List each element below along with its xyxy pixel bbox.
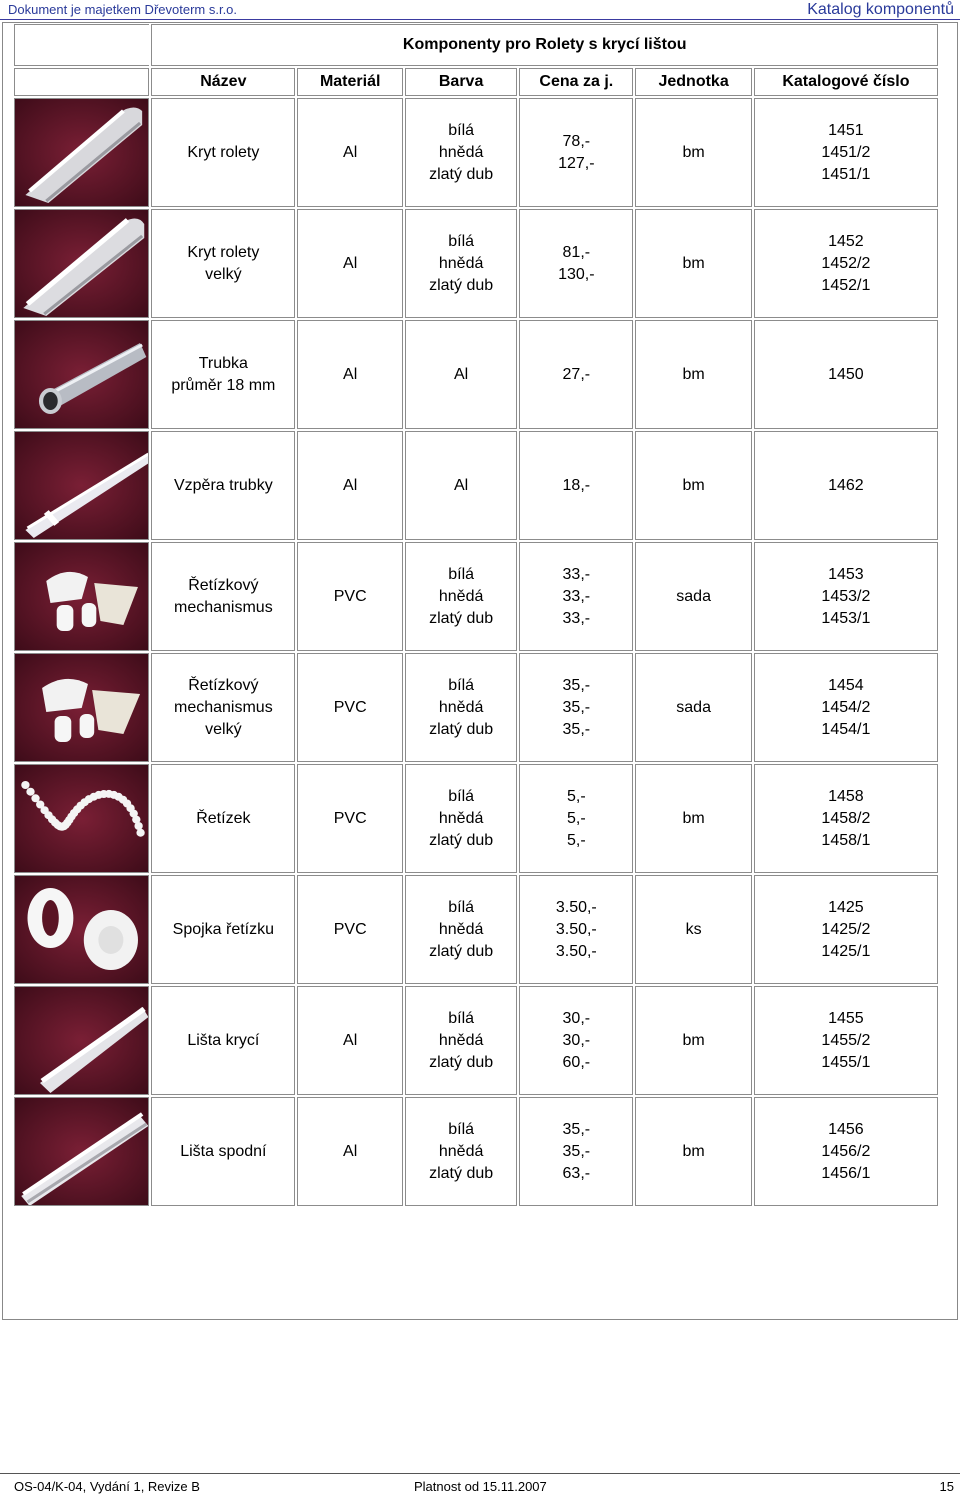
product-name	[151, 320, 295, 429]
product-code-line: 1454/2	[821, 698, 871, 716]
cover-profile-image	[14, 98, 149, 207]
column-header-name: Název	[151, 68, 295, 96]
header-image-cell	[14, 68, 149, 96]
product-color-line: hnědá	[438, 143, 484, 161]
product-name-line: Kryt rolety	[187, 143, 260, 161]
product-unit: bm	[635, 98, 751, 207]
product-name	[151, 875, 295, 984]
product-color-line: zlatý dub	[429, 831, 494, 849]
cover-strip-image	[14, 986, 149, 1095]
column-header-material: Materiál	[297, 68, 403, 96]
product-name-line: mechanismus	[173, 598, 273, 616]
product-price-line: 63,-	[562, 1164, 591, 1182]
product-code-line: 1451/1	[821, 165, 871, 183]
product-color-line: hnědá	[438, 809, 484, 827]
product-price-line: 33,-	[562, 587, 591, 605]
product-code-line: 1453/2	[821, 587, 871, 605]
product-unit: sada	[635, 653, 751, 762]
column-header-unit: Jednotka	[635, 68, 751, 96]
product-code-line: 1456	[828, 1120, 864, 1138]
product-name	[151, 542, 295, 651]
product-price-line: 18,-	[562, 476, 591, 494]
product-code-line: 1458/1	[821, 831, 871, 849]
product-code	[754, 764, 938, 873]
product-price-line: 30,-	[562, 1031, 591, 1049]
product-color-line: zlatý dub	[429, 609, 494, 627]
product-color-line: bílá	[448, 1120, 475, 1138]
tube-brace-image	[14, 431, 149, 540]
product-code-line: 1458/2	[821, 809, 871, 827]
product-code	[754, 98, 938, 207]
product-code-line: 1452/2	[821, 254, 871, 272]
product-name	[151, 764, 295, 873]
chain-mechanism-image	[14, 542, 149, 651]
product-color-line: zlatý dub	[429, 1053, 494, 1071]
table-title: Komponenty pro Rolety s krycí lištou	[151, 24, 938, 66]
product-material: Al	[297, 320, 403, 429]
tube-image	[14, 320, 149, 429]
product-code-line: 1454	[828, 676, 864, 694]
product-name-line: Řetízkový	[188, 676, 259, 694]
product-color-line: bílá	[448, 787, 475, 805]
header-owner-text: Dokument je majetkem Dřevoterm s.r.o.	[8, 2, 238, 17]
product-code-line: 1452/1	[821, 276, 871, 294]
column-header-color: Barva	[405, 68, 517, 96]
product-price	[519, 431, 633, 540]
product-material: PVC	[297, 653, 403, 762]
product-price-line: 33,-	[562, 565, 591, 583]
product-color	[405, 320, 517, 429]
product-unit: bm	[635, 1097, 751, 1206]
product-name-line: mechanismus	[173, 698, 273, 716]
table-row	[14, 653, 938, 762]
product-color-line: Al	[454, 365, 469, 383]
product-material: Al	[297, 98, 403, 207]
product-code-line: 1455	[828, 1009, 864, 1027]
product-unit: ks	[635, 875, 751, 984]
product-code	[754, 986, 938, 1095]
product-name-line: Lišta spodní	[180, 1142, 267, 1160]
product-color	[405, 764, 517, 873]
product-name	[151, 986, 295, 1095]
footer-document-code: OS-04/K-04, Vydání 1, Revize B	[14, 1479, 200, 1494]
product-code-line: 1454/1	[821, 720, 871, 738]
product-material: Al	[297, 209, 403, 318]
product-code-line: 1453/1	[821, 609, 871, 627]
product-name-line: Lišta krycí	[187, 1031, 260, 1049]
product-name-line: Trubka	[198, 354, 248, 372]
table-row	[14, 542, 938, 651]
product-material: Al	[297, 1097, 403, 1206]
product-unit: bm	[635, 209, 751, 318]
product-price-line: 27,-	[562, 365, 591, 383]
product-color-line: hnědá	[438, 920, 484, 938]
product-price-line: 60,-	[562, 1053, 591, 1071]
product-code	[754, 320, 938, 429]
product-code	[754, 542, 938, 651]
product-material: PVC	[297, 875, 403, 984]
product-price-line: 3.50,-	[555, 942, 597, 960]
column-header-code: Katalogové číslo	[754, 68, 938, 96]
product-unit: bm	[635, 431, 751, 540]
product-color-line: hnědá	[438, 587, 484, 605]
product-price	[519, 209, 633, 318]
table-row	[14, 320, 938, 429]
product-price-line: 5,-	[566, 787, 586, 805]
product-price-line: 3.50,-	[555, 920, 597, 938]
product-color-line: hnědá	[438, 698, 484, 716]
product-price-line: 5,-	[566, 831, 586, 849]
product-code-line: 1451	[828, 121, 864, 139]
product-price-line: 33,-	[562, 609, 591, 627]
product-code-line: 1458	[828, 787, 864, 805]
footer-divider	[0, 1473, 960, 1474]
product-price	[519, 986, 633, 1095]
product-price-line: 127,-	[558, 154, 595, 172]
table-row	[14, 875, 938, 984]
product-price-line: 81,-	[562, 243, 591, 261]
product-color-line: bílá	[448, 676, 475, 694]
product-code-line: 1462	[828, 476, 864, 494]
product-name-line: průměr 18 mm	[171, 376, 276, 394]
product-code	[754, 653, 938, 762]
product-code-line: 1456/2	[821, 1142, 871, 1160]
product-color-line: bílá	[448, 898, 475, 916]
product-color	[405, 542, 517, 651]
product-code	[754, 209, 938, 318]
product-price-line: 3.50,-	[555, 898, 597, 916]
product-color	[405, 875, 517, 984]
product-price-line: 130,-	[558, 265, 595, 283]
product-material: Al	[297, 431, 403, 540]
product-price	[519, 653, 633, 762]
product-material: Al	[297, 986, 403, 1095]
product-color-line: hnědá	[438, 1142, 484, 1160]
product-name-line: velký	[205, 265, 242, 283]
product-code-line: 1425/1	[821, 942, 871, 960]
product-price	[519, 542, 633, 651]
product-unit: bm	[635, 986, 751, 1095]
column-header-price: Cena za j.	[519, 68, 633, 96]
product-price-line: 35,-	[562, 1120, 591, 1138]
table-row	[14, 986, 938, 1095]
product-material: PVC	[297, 542, 403, 651]
product-color	[405, 986, 517, 1095]
product-name-line: Řetízek	[196, 809, 251, 827]
chain-connector-image	[14, 875, 149, 984]
product-color	[405, 209, 517, 318]
product-code-line: 1451/2	[821, 143, 871, 161]
product-code-line: 1455/1	[821, 1053, 871, 1071]
product-material: PVC	[297, 764, 403, 873]
product-unit: sada	[635, 542, 751, 651]
product-unit: bm	[635, 764, 751, 873]
product-price	[519, 764, 633, 873]
bottom-strip-image	[14, 1097, 149, 1206]
product-color-line: zlatý dub	[429, 276, 494, 294]
product-name	[151, 431, 295, 540]
product-name-line: Řetízkový	[188, 576, 259, 594]
product-color-line: bílá	[448, 121, 475, 139]
product-name	[151, 209, 295, 318]
product-color-line: zlatý dub	[429, 720, 494, 738]
product-price-line: 35,-	[562, 676, 591, 694]
product-code-line: 1453	[828, 565, 864, 583]
product-code-line: 1455/2	[821, 1031, 871, 1049]
product-name	[151, 98, 295, 207]
product-price-line: 78,-	[562, 132, 591, 150]
components-table	[12, 22, 940, 1208]
product-price-line: 35,-	[562, 720, 591, 738]
product-name-line: Vzpěra trubky	[173, 476, 273, 494]
table-row	[14, 98, 938, 207]
product-price-line: 35,-	[562, 698, 591, 716]
large-cover-profile-image	[14, 209, 149, 318]
product-price	[519, 320, 633, 429]
product-price	[519, 875, 633, 984]
product-color	[405, 1097, 517, 1206]
product-color-line: bílá	[448, 1009, 475, 1027]
product-color-line: zlatý dub	[429, 942, 494, 960]
product-code-line: 1450	[828, 365, 864, 383]
product-name	[151, 1097, 295, 1206]
product-name-line: velký	[205, 720, 242, 738]
product-color	[405, 653, 517, 762]
product-color-line: zlatý dub	[429, 165, 494, 183]
product-code	[754, 1097, 938, 1206]
product-color-line: Al	[454, 476, 469, 494]
table-row	[14, 1097, 938, 1206]
product-price-line: 30,-	[562, 1009, 591, 1027]
product-price	[519, 98, 633, 207]
product-color-line: bílá	[448, 232, 475, 250]
table-row	[14, 209, 938, 318]
product-code-line: 1456/1	[821, 1164, 871, 1182]
product-code-line: 1425	[828, 898, 864, 916]
footer-page-number: 15	[939, 1479, 954, 1494]
footer-validity: Platnost od 15.11.2007	[414, 1479, 547, 1494]
ball-chain-image	[14, 764, 149, 873]
header-catalog-title: Katalog komponentů	[807, 1, 954, 18]
product-code-line: 1425/2	[821, 920, 871, 938]
product-color	[405, 98, 517, 207]
header-divider	[0, 19, 960, 20]
product-color-line: bílá	[448, 565, 475, 583]
product-name-line: Kryt rolety	[187, 243, 260, 261]
product-color	[405, 431, 517, 540]
product-color-line: hnědá	[438, 254, 484, 272]
table-row	[14, 431, 938, 540]
large-chain-mechanism-image	[14, 653, 149, 762]
product-price-line: 5,-	[566, 809, 586, 827]
table-row	[14, 764, 938, 873]
product-name-line: Spojka řetízku	[172, 920, 275, 938]
product-color-line: hnědá	[438, 1031, 484, 1049]
product-unit: bm	[635, 320, 751, 429]
product-color-line: zlatý dub	[429, 1164, 494, 1182]
product-code	[754, 431, 938, 540]
product-code	[754, 875, 938, 984]
product-name	[151, 653, 295, 762]
product-code-line: 1452	[828, 232, 864, 250]
product-price	[519, 1097, 633, 1206]
product-price-line: 35,-	[562, 1142, 591, 1160]
title-blank-cell	[14, 24, 149, 66]
